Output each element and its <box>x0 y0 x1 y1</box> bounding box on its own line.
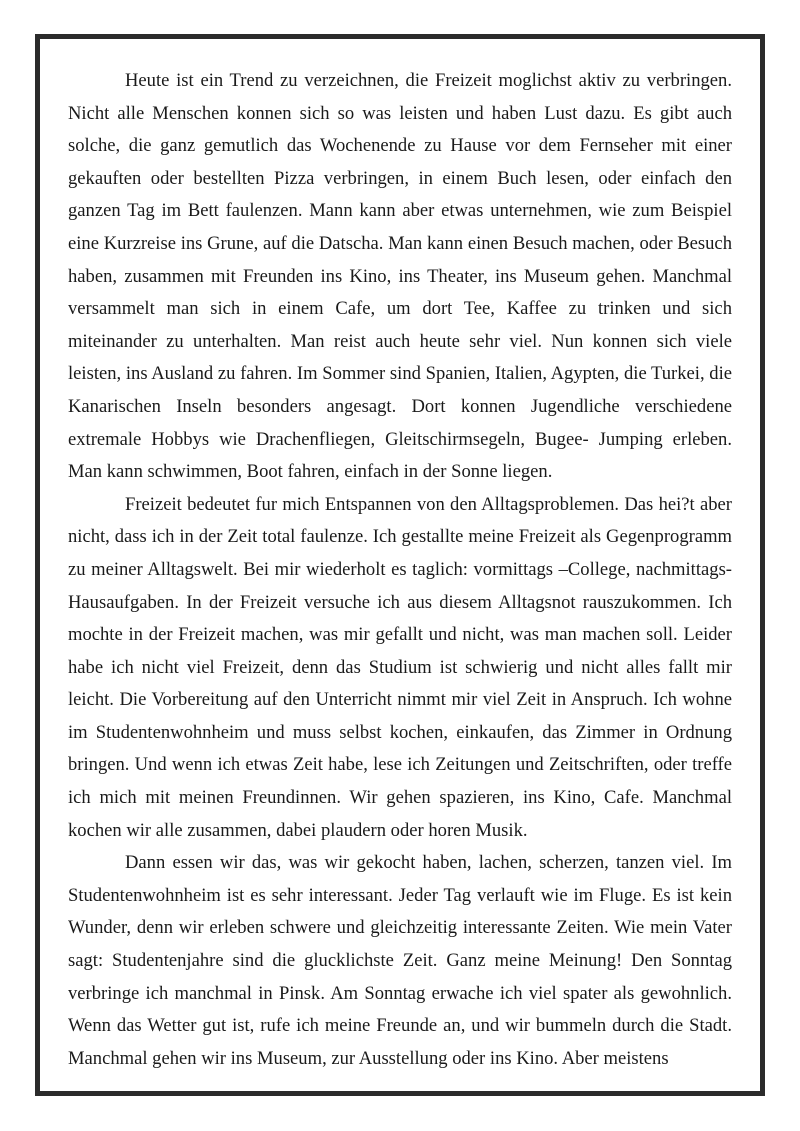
document-page-frame <box>35 34 765 1096</box>
paragraph-2: Freizeit bedeutet fur mich Entspannen von den Alltagsproblemen. Das hei?t aber nicht, dass ich in der Zeit total faulenze. Ich gestallte meine Freizeit als Gegenprogramm zu meiner Alltagswelt. Bei mir wiederholt es taglich: vormittags –College, nachmittags-Hausaufgaben. In der Freizeit versuche ich aus diesem Alltagsnot rauszukommen. Ich mochte in der Freizeit machen, was mir gefallt und nicht, was man machen soll. Leider habe ich nicht viel Freizeit, denn das Studium ist schwierig und nicht alles fallt mir leicht. Die Vorbereitung auf den Unterricht nimmt mir viel Zeit in Anspruch. Ich wohne im Studentenwohnheim und muss selbst kochen, einkaufen, das Zimmer in Ordnung bringen. Und wenn ich etwas Zeit habe, lese ich Zeitungen und Zeitschriften, oder treffe ich mich mit meinen Freundinnen. Wir gehen spazieren, ins Kino, Cafe. Manchmal kochen wir alle zusammen, dabei plaudern oder horen Musik. <box>68 493 732 841</box>
paragraph-1: Heute ist ein Trend zu verzeichnen, die Freizeit moglichst aktiv zu verbringen. Nicht alle Menschen konnen sich so was leisten und haben Lust dazu. Es gibt auch solche, die ganz gemutlich das Wochenende zu Hause vor dem Fernseher mit einer gekauften oder bestellten Pizza verbringen, in einem Buch lesen, oder einfach den ganzen Tag im Bett faulenzen. Mann kann aber etwas unternehmen, wie zum Beispiel eine Kurzreise ins Grune, auf die Datscha. Man kann einen Besuch machen, oder Besuch haben, zusammen mit Freunden ins Kino, ins Theater, ins Museum gehen. Manchmal versammelt man sich in einem Cafe, um dort Tee, Kaffee zu trinken und sich miteinander zu unterhalten. Man reist auch heute sehr viel. Nun konnen sich viele leisten, ins Ausland zu fahren. Im Sommer sind Spanien, Italien, Agypten, die Turkei, die Kanarischen Inseln besonders angesagt. Dort konnen Jugendliche verschiedene extremale Hobbys wie Drachenfliegen, Gleitschirmsegeln, Bugee- Jumping erleben. Man kann schwimmen, Boot fahren, einfach in der Sonne liegen. <box>68 70 732 483</box>
document-body <box>68 65 732 1071</box>
paragraph-3: Dann essen wir das, was wir gekocht haben, lachen, scherzen, tanzen viel. Im Studentenwohnheim ist es sehr interessant. Jeder Tag verlauft wie im Fluge. Es ist kein Wunder, denn wir erleben schwere und gleichzeitig interessante Zeiten. Wie mein Vater sagt: Studentenjahre sind die glucklichste Zeit. Ganz meine Meinung! Den Sonntag verbringe ich manchmal in Pinsk. Am Sonntag erwache ich viel spater als gewohnlich. Wenn das Wetter gut ist, rufe ich meine Freunde an, und wir bummeln durch die Stadt. Manchmal gehen wir ins Museum, zur Ausstellung oder ins Kino. Aber meistens <box>68 852 732 1069</box>
